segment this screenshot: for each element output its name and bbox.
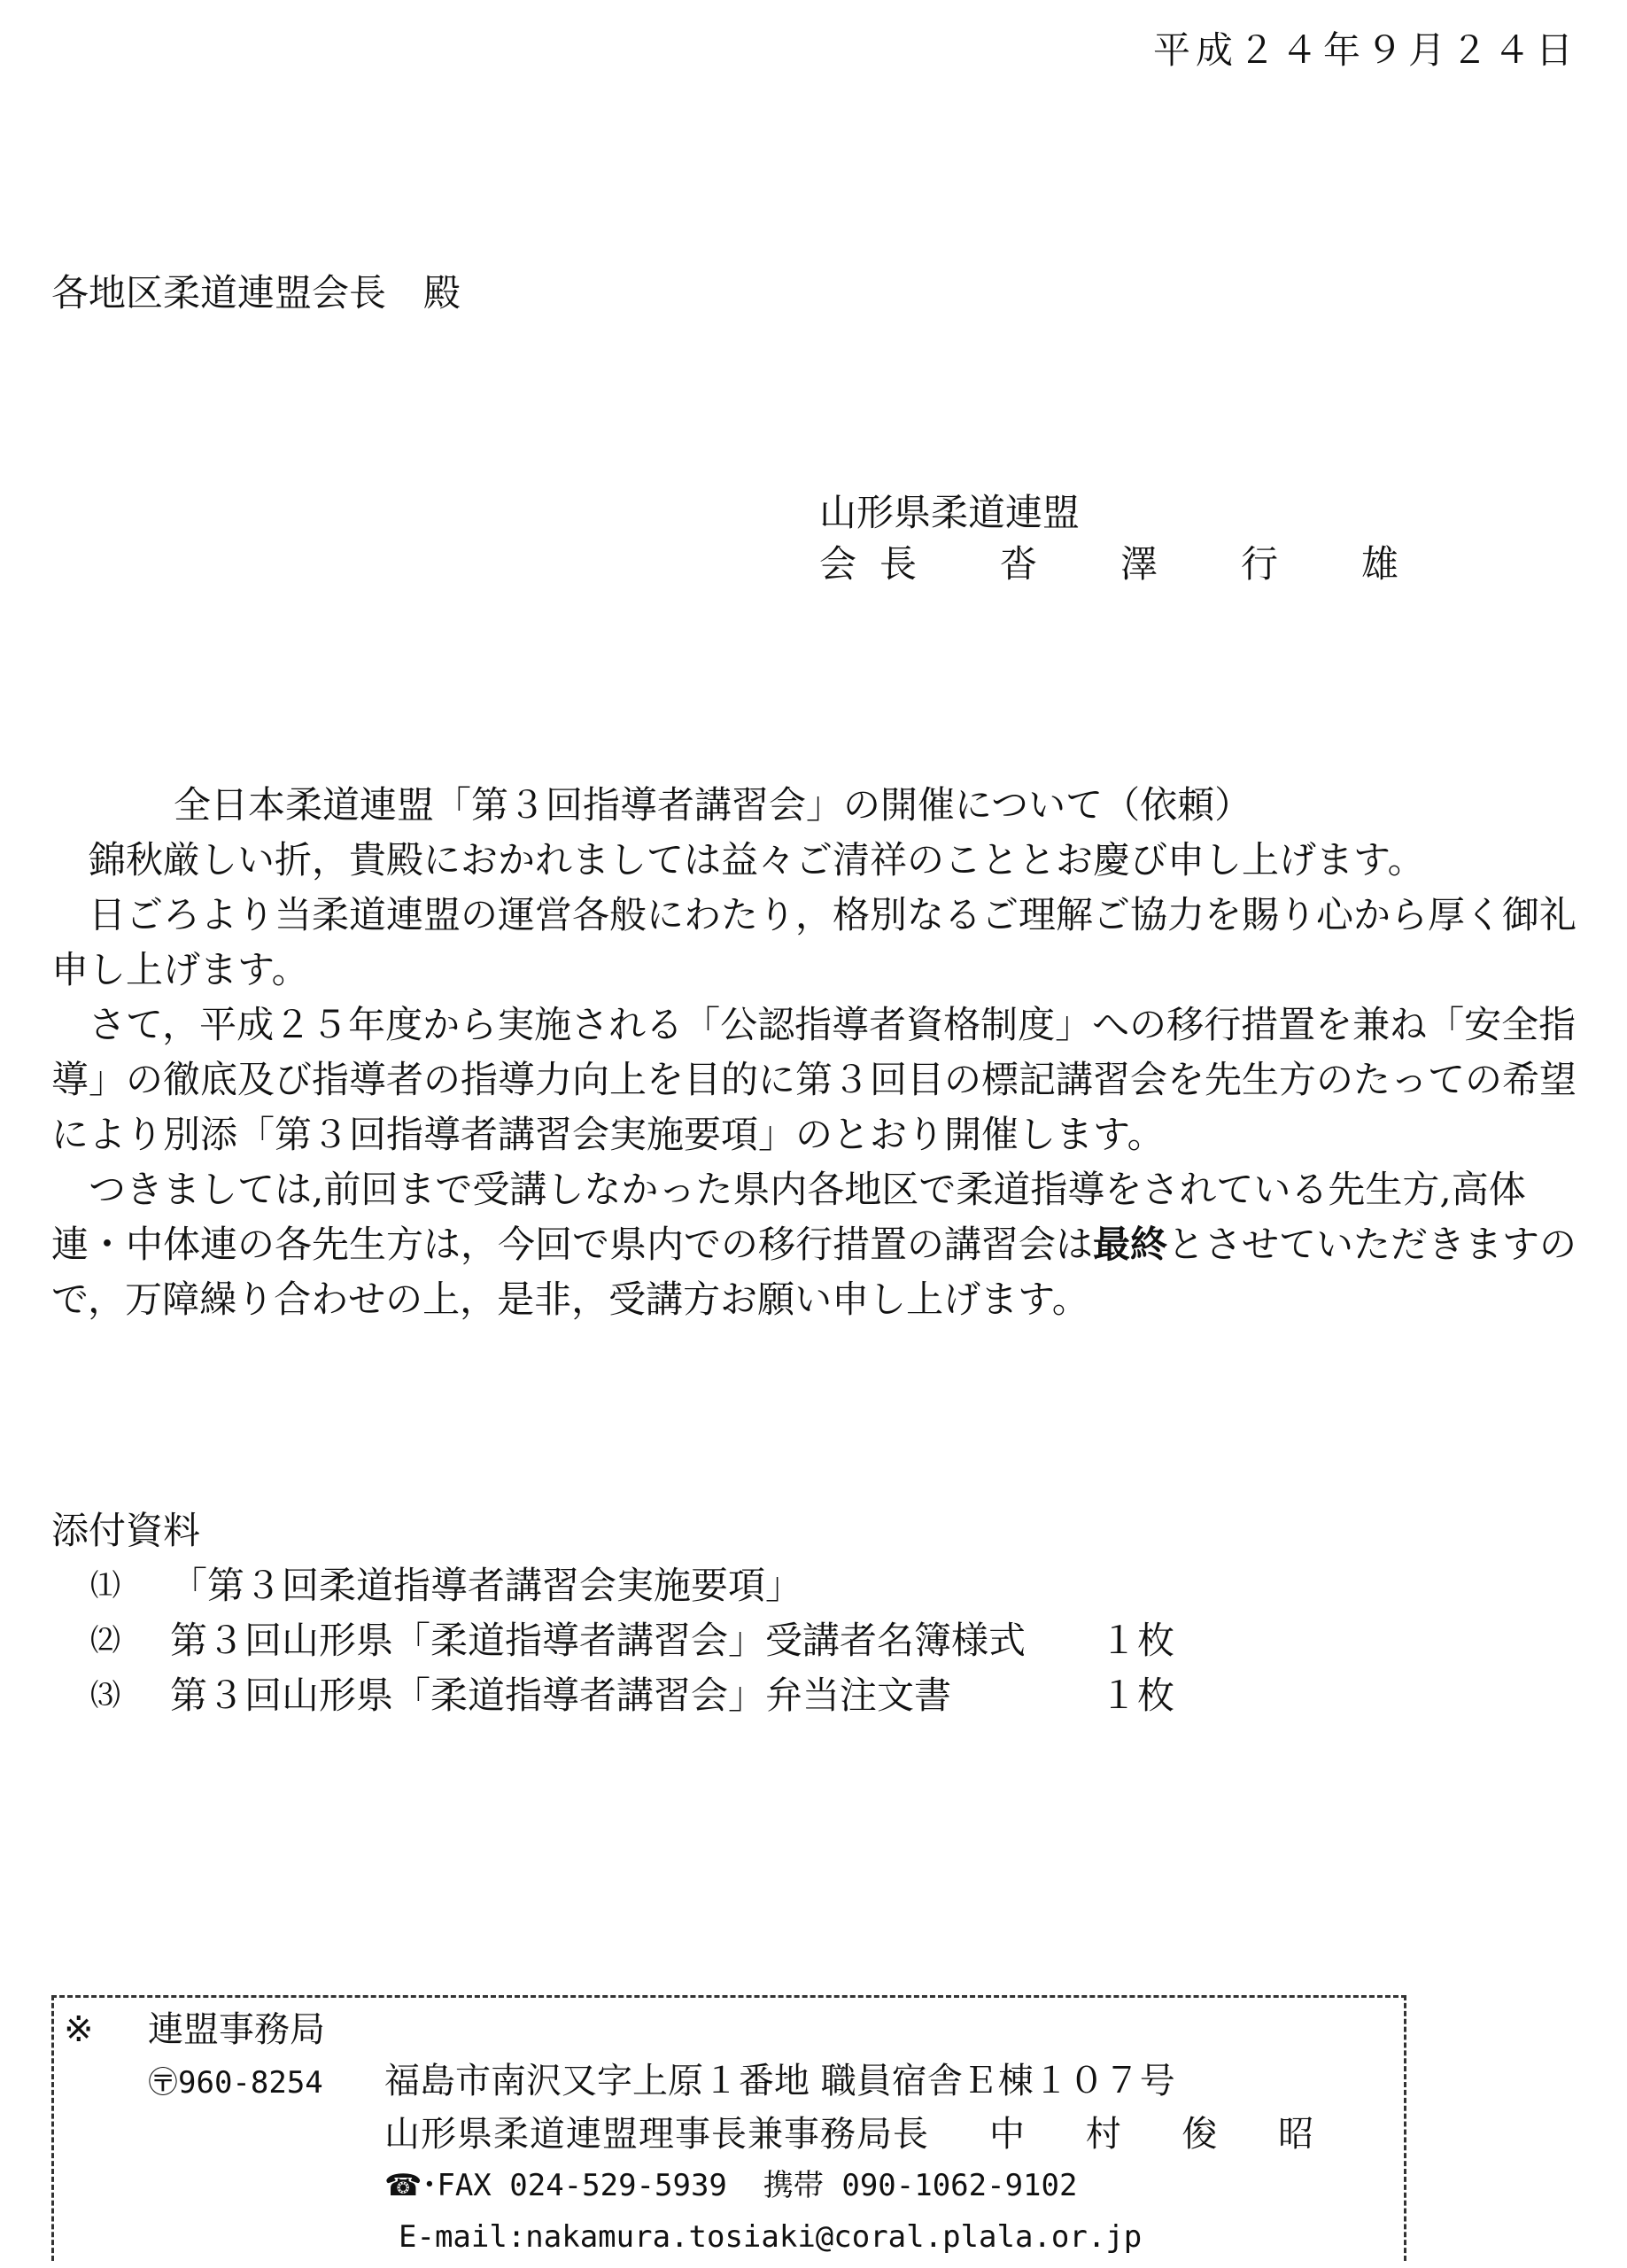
- postal-mark-icon: 〶: [148, 2065, 178, 2101]
- contact-address: 福島市南沢又字上原１番地 職員宿舎Ｅ棟１０７号: [384, 2061, 1175, 2101]
- attachment-item-1: [51, 1558, 1206, 1613]
- sender-organization: 山形県柔道連盟: [819, 491, 1081, 534]
- postal-code-group: [148, 2057, 384, 2109]
- telephone-icon: ☎: [384, 2168, 422, 2203]
- body-paragraph-4-start: つきましては,前回まで受講しなかった県内各地区で柔道指導をされている先生方,高体連・中体連の各先生方は，今回で県内での移行措置の講習会は: [51, 1168, 1526, 1266]
- body-paragraph-2: 日ごろより当柔道連盟の運営各般にわたり，格別なるご理解ご協力を賜り心から厚く御礼申し上げます。: [51, 893, 1577, 991]
- attachment-count: １枚: [1100, 1674, 1175, 1717]
- body-paragraph-4-end: とさせていただきますので，万障繰り合わせの上，是非，受講方お願い申し上げます。: [51, 1223, 1577, 1321]
- fax-number: 024-529-5939: [509, 2168, 727, 2203]
- attachment-count: １枚: [1100, 1619, 1175, 1662]
- attachment-number: ⑶: [90, 1678, 120, 1713]
- letter-body: [51, 833, 1584, 1327]
- contact-office: 連盟事務局: [148, 2009, 325, 2050]
- attachments-title: 添付資料: [51, 1509, 201, 1552]
- letter-subject: 全日本柔道連盟「第３回指導者講習会」の開催について（依頼）: [174, 783, 1252, 827]
- attachments-section: [51, 1503, 1206, 1723]
- sender-block: [819, 487, 1422, 590]
- attachment-text: 第３回山形県「柔道指導者講習会」受講者名簿様式: [170, 1619, 1027, 1662]
- contact-person-row: [64, 2109, 1338, 2160]
- contact-phone-row: [64, 2160, 1338, 2211]
- contact-office-row: [64, 2004, 1338, 2055]
- body-paragraph-4: [51, 1162, 1584, 1327]
- addressee: 各地区柔道連盟会長 殿: [51, 271, 461, 315]
- attachment-number: ⑴: [90, 1568, 120, 1604]
- contact-person: [929, 2109, 1338, 2160]
- contact-person-name: 中 村 俊 昭: [989, 2114, 1339, 2155]
- attachment-count: [1100, 1558, 1206, 1613]
- attachment-item-3: [51, 1668, 1206, 1723]
- letter-date: 平成２４年９月２４日: [1152, 28, 1578, 72]
- contact-email-row: [64, 2211, 1338, 2263]
- sender-name: 会長 沓 澤 行 雄: [819, 542, 1422, 586]
- mobile-label: 携帯: [763, 2168, 824, 2203]
- contact-role: 山形県柔道連盟理事長兼事務局長: [384, 2114, 929, 2155]
- attachment-item-2: [51, 1613, 1206, 1668]
- attachment-text: 第３回山形県「柔道指導者講習会」弁当注文書: [170, 1674, 952, 1717]
- postal-code: 960-8254: [178, 2065, 323, 2101]
- reference-mark: ※: [64, 2009, 94, 2050]
- contact-block: [64, 2004, 1338, 2263]
- attachment-text: 「第３回柔道指導者講習会実施要項」: [170, 1564, 803, 1607]
- emphasis-final: 最終: [1093, 1223, 1168, 1266]
- body-paragraph-1: 錦秋厳しい折，貴殿におかれましては益々ご清祥のこととお慶び申し上げます。: [89, 838, 1425, 882]
- fax-label: ･FAX: [422, 2168, 492, 2203]
- body-paragraph-3: さて，平成２５年度から実施される「公認指導者資格制度」への移行措置を兼ね「安全指導」の徹底及び指導者の指導力向上を目的に第３回目の標記講習会を先生方のたっての希望により別添「第３回指導者講習会実施要項」のとおり開催します。: [51, 1003, 1577, 1156]
- contact-address-row: [64, 2055, 1338, 2109]
- attachment-number: ⑵: [90, 1623, 120, 1658]
- contact-email: E-mail:nakamura.tosiaki@coral.plala.or.jp: [399, 2219, 1143, 2255]
- mobile-number: 090-1062-9102: [841, 2168, 1078, 2203]
